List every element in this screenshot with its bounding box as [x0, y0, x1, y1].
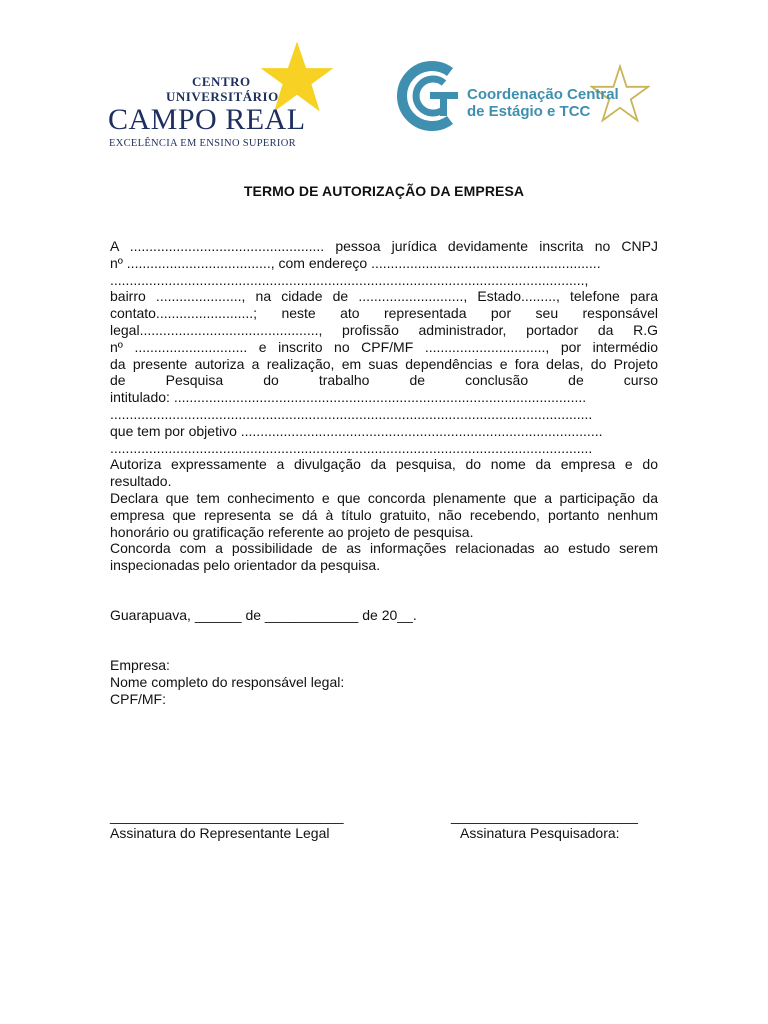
signature-researcher: Assinatura Pesquisadora: — [460, 825, 620, 841]
paragraph-line: bairro ......................, na cidade de ..........................., Estado........., telefone para — [110, 288, 658, 305]
logo-line-estagio: de Estágio e TCC — [467, 103, 591, 120]
declaration-paragraph: Declara que tem conhecimento e que concorda plenamente que a participação da empresa que representa se dá à título gratuito, não recebendo, portanto nenhum honorário ou gratificação referente ao projeto de pesquisa. — [110, 489, 658, 540]
paragraph-line: que tem por objetivo ............................................................................................. — [110, 422, 603, 439]
paragraph-line: contato.........................; neste ato representada por seu responsável — [110, 305, 658, 322]
divulgation-paragraph: Autoriza expressamente a divulgação da pesquisa, do nome da empresa e do resultado. — [110, 456, 658, 490]
paragraph-line: nº ............................. e inscrito no CPF/MF ..............................., por intermédio — [110, 338, 658, 355]
paragraph-line: .........................................................................................................................., — [110, 271, 589, 288]
signature-rule-right: ________________________ — [451, 808, 638, 824]
paragraph-line: de Pesquisa do trabalho de conclusão de curso — [110, 372, 658, 389]
coordenacao-logo — [394, 56, 656, 136]
company-fields — [110, 657, 344, 708]
paragraph-line: legal.............................................., profissão administrador, portador da R.G — [110, 321, 658, 338]
paragraph-line: da presente autoriza a realização, em suas dependências e fora delas, do Projeto — [110, 355, 658, 372]
signature-rule-left: ______________________________ — [110, 808, 344, 824]
paragraph-line: nº ....................................., com endereço ........................................................... — [110, 254, 601, 271]
logo-line-slogan: EXCELÊNCIA EM ENSINO SUPERIOR — [109, 138, 296, 149]
document-title: TERMO DE AUTORIZAÇÃO DA EMPRESA — [243, 183, 525, 199]
campo-real-logo — [108, 40, 340, 150]
paragraph-line: A .................................................. pessoa jurídica devidamente inscrita no CNPJ — [110, 238, 658, 254]
paragraph-line: ............................................................................................................................ — [110, 439, 593, 456]
date-line: Guarapuava, ______ de ____________ de 20__. — [110, 607, 417, 623]
paragraph-line: ............................................................................................................................ — [110, 405, 593, 422]
company-label: Empresa: — [110, 657, 170, 673]
ce-emblem-icon — [394, 56, 460, 136]
signature-legal-representative: Assinatura do Representante Legal — [110, 825, 330, 841]
logo-line-universitario: UNIVERSITÁRIO — [166, 89, 279, 104]
logo-line-coordenacao: Coordenação Central — [467, 86, 619, 103]
document-body — [110, 238, 658, 574]
paragraph-line: intitulado: .......................................................................................................... — [110, 389, 587, 406]
logo-line-centro: CENTRO — [192, 74, 251, 89]
legal-name-label: Nome completo do responsável legal: — [110, 674, 345, 690]
cpf-label: CPF/MF: — [110, 691, 166, 707]
agreement-paragraph: Concorda com a possibilidade de as informações relacionadas ao estudo serem inspecionadas pelo orientador da pesquisa. — [110, 540, 658, 574]
logo-line-campo-real: CAMPO REAL — [108, 103, 306, 136]
authorization-paragraph — [110, 238, 658, 456]
